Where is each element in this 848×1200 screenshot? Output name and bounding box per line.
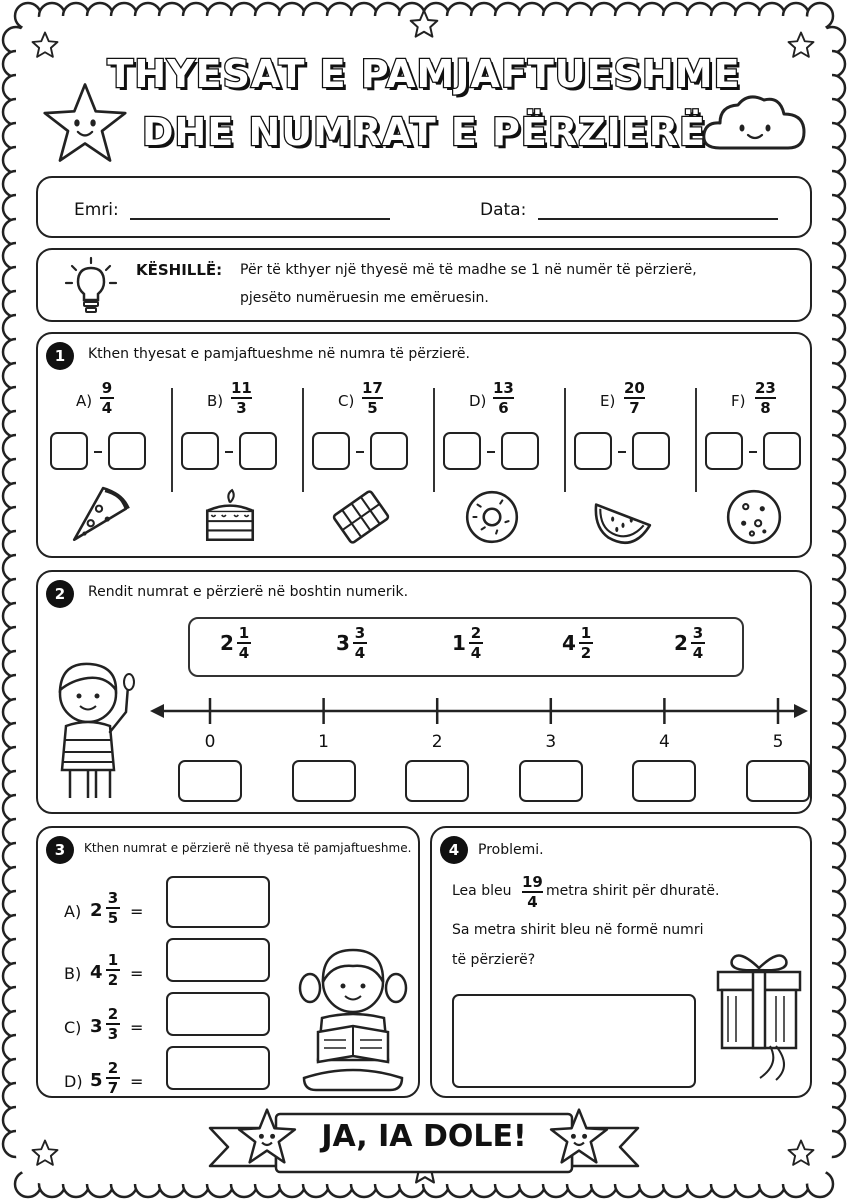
fraction-numerator: 1 [107, 951, 119, 969]
name-input-line[interactable] [130, 218, 390, 220]
tick-label: 0 [204, 732, 216, 752]
fraction [691, 625, 705, 661]
tick-label: 3 [545, 732, 557, 752]
whole-number-box[interactable] [705, 432, 743, 470]
section-3-box [36, 826, 420, 1098]
fraction [362, 380, 383, 416]
section-2-box [36, 570, 812, 814]
fraction-numerator: 9 [101, 379, 113, 397]
improper-fraction-answer-box[interactable] [166, 1046, 270, 1090]
item-letter: D) [64, 1072, 83, 1091]
fraction-denominator: 8 [760, 399, 771, 417]
fraction-denominator: 4 [527, 893, 538, 911]
fraction-numerator: 3 [107, 889, 119, 907]
column-divider [302, 388, 304, 492]
whole-number: 2 [674, 631, 688, 655]
problem-answer-box[interactable] [452, 994, 696, 1088]
fraction [755, 380, 776, 416]
item-letter: C) [64, 1018, 82, 1037]
section-4-box [430, 826, 812, 1098]
dash [618, 451, 626, 453]
donut-icon [461, 486, 523, 548]
fraction-part-box[interactable] [501, 432, 539, 470]
page-title-line-2: DHE NUMRAT E PËRZIERË [141, 110, 706, 154]
fraction-denominator: 7 [107, 1079, 119, 1097]
tick-label: 5 [772, 732, 784, 752]
column-divider [171, 388, 173, 492]
fraction-numerator: 13 [493, 379, 514, 397]
item-letter: F) [731, 392, 746, 410]
fraction-numerator: 2 [107, 1059, 119, 1077]
fraction-numerator: 3 [692, 624, 704, 642]
whole-number: 2 [220, 631, 234, 655]
problem-question-line-2: të përzierë? [452, 952, 536, 968]
section-number-badge: 4 [440, 836, 468, 864]
whole-number: 3 [90, 1016, 103, 1037]
section-number-badge: 3 [46, 836, 74, 864]
equals-sign: = [130, 1018, 144, 1037]
item-letter: C) [338, 392, 355, 410]
fraction [100, 380, 114, 416]
fraction-denominator: 3 [236, 399, 247, 417]
whole-number-box[interactable] [443, 432, 481, 470]
fraction [106, 1060, 120, 1096]
date-label: Data: [480, 200, 527, 220]
fraction-denominator: 6 [498, 399, 509, 417]
name-label: Emri: [74, 200, 119, 220]
fraction-part-box[interactable] [632, 432, 670, 470]
watermelon-icon [592, 486, 654, 548]
fraction-numerator: 11 [231, 379, 252, 397]
star-icon [408, 8, 440, 40]
lightbulb-icon [64, 256, 118, 316]
cookie-icon [723, 486, 785, 548]
fraction-numerator: 19 [522, 873, 543, 891]
section-1-instruction: Kthen thyesat e pamjaftueshme në numra të përzierë. [88, 346, 470, 362]
girl-reading-icon [294, 936, 412, 1096]
item-letter: B) [207, 392, 224, 410]
equals-sign: = [130, 1072, 144, 1091]
tip-box [36, 248, 812, 322]
fraction [106, 1006, 120, 1042]
whole-number-box[interactable] [312, 432, 350, 470]
fraction [579, 625, 593, 661]
mixed-number [336, 625, 367, 661]
fraction-numerator: 2 [470, 624, 482, 642]
pizza-slice-icon [68, 486, 130, 548]
fraction-numerator: 17 [362, 379, 383, 397]
fraction-denominator: 4 [470, 644, 482, 662]
fraction [106, 952, 120, 988]
number-line-answer-box[interactable] [746, 760, 810, 802]
star-icon [786, 1138, 816, 1168]
fraction [353, 625, 367, 661]
fraction-numerator: 20 [624, 379, 645, 397]
column-divider [564, 388, 566, 492]
section-2-instruction: Rendit numrat e përzierë në boshtin numerik. [88, 584, 409, 600]
fraction-denominator: 5 [367, 399, 378, 417]
item-letter: B) [64, 964, 82, 983]
whole-number: 2 [90, 900, 103, 921]
fraction-part-box[interactable] [763, 432, 801, 470]
number-line-answer-box[interactable] [405, 760, 469, 802]
number-line-answer-box[interactable] [519, 760, 583, 802]
footer-banner-text: JA, IA DOLE! [321, 1119, 527, 1154]
name-date-box [36, 176, 812, 238]
equals-sign: = [130, 964, 144, 983]
whole-number-box[interactable] [181, 432, 219, 470]
fraction-part-box[interactable] [370, 432, 408, 470]
fraction-numerator: 2 [107, 1005, 119, 1023]
number-line [148, 694, 810, 734]
dash [94, 451, 102, 453]
cake-slice-icon [199, 486, 261, 548]
fraction [624, 380, 645, 416]
section-number-badge: 2 [46, 580, 74, 608]
item-letter: D) [469, 392, 487, 410]
fraction-numerator: 23 [755, 379, 776, 397]
whole-number: 1 [452, 631, 466, 655]
fraction-part-box[interactable] [239, 432, 277, 470]
column-divider [433, 388, 435, 492]
fraction-numerator: 1 [238, 624, 250, 642]
problem-text-before: Lea bleu [452, 883, 512, 899]
mixed-number [562, 625, 593, 661]
dash [487, 451, 495, 453]
fraction-denominator: 2 [580, 644, 592, 662]
dash [225, 451, 233, 453]
tick-label: 2 [431, 732, 443, 752]
star-icon [30, 1138, 60, 1168]
number-line-answer-box[interactable] [632, 760, 696, 802]
fraction-denominator: 3 [107, 1025, 119, 1043]
section-3-instruction: Kthen numrat e përzierë në thyesa të pamjaftueshme. [84, 841, 412, 855]
gift-box-icon [710, 946, 808, 1082]
tip-text-line-2: pjesëto numëruesin me emëruesin. [240, 290, 489, 306]
fraction [469, 625, 483, 661]
fraction-denominator: 4 [238, 644, 250, 662]
number-line-answer-box[interactable] [178, 760, 242, 802]
column-divider [695, 388, 697, 492]
fraction-numerator: 3 [354, 624, 366, 642]
problem-fraction [522, 874, 543, 910]
fraction-denominator: 5 [107, 909, 119, 927]
fraction-denominator: 4 [354, 644, 366, 662]
tip-text-line-1: Për të kthyer një thyesë më të madhe se 1 në numër të përzierë, [240, 262, 697, 278]
section-1-box [36, 332, 812, 558]
fraction-numerator: 1 [580, 624, 592, 642]
item-letter: E) [600, 392, 616, 410]
fraction-denominator: 2 [107, 971, 119, 989]
boy-pointing-icon [44, 652, 148, 802]
fraction-denominator: 4 [692, 644, 704, 662]
whole-number: 4 [90, 962, 103, 983]
whole-number: 3 [336, 631, 350, 655]
date-input-line[interactable] [538, 218, 778, 220]
fraction-denominator: 7 [629, 399, 640, 417]
whole-number-box[interactable] [50, 432, 88, 470]
improper-fraction-answer-box[interactable] [166, 876, 270, 928]
problem-question-line-1: Sa metra shirit bleu në formë numri [452, 922, 704, 938]
item-letter: A) [76, 392, 93, 410]
fraction [231, 380, 252, 416]
mixed-number [452, 625, 483, 661]
tick-label: 1 [318, 732, 329, 752]
whole-number: 4 [562, 631, 576, 655]
dash [749, 451, 757, 453]
whole-number-box[interactable] [574, 432, 612, 470]
equals-sign: = [130, 902, 144, 921]
fraction-denominator: 4 [101, 399, 113, 417]
section-number-badge: 1 [46, 342, 74, 370]
page-title-line-1: THYESAT E PAMJAFTUESHME [107, 52, 741, 96]
whole-number: 5 [90, 1070, 103, 1091]
chocolate-bar-icon [330, 486, 392, 548]
dash [356, 451, 364, 453]
mixed-number [220, 625, 251, 661]
tip-label: KËSHILLË: [136, 261, 223, 279]
item-letter: A) [64, 902, 82, 921]
fraction [237, 625, 251, 661]
section-4-title: Problemi. [478, 842, 544, 858]
improper-fraction-answer-box[interactable] [166, 992, 270, 1036]
fraction-part-box[interactable] [108, 432, 146, 470]
mixed-number [674, 625, 705, 661]
improper-fraction-answer-box[interactable] [166, 938, 270, 982]
number-line-answer-box[interactable] [292, 760, 356, 802]
problem-text-after: metra shirit për dhuratë. [546, 883, 720, 899]
fraction [493, 380, 514, 416]
tick-label: 4 [658, 732, 670, 752]
fraction [106, 890, 120, 926]
